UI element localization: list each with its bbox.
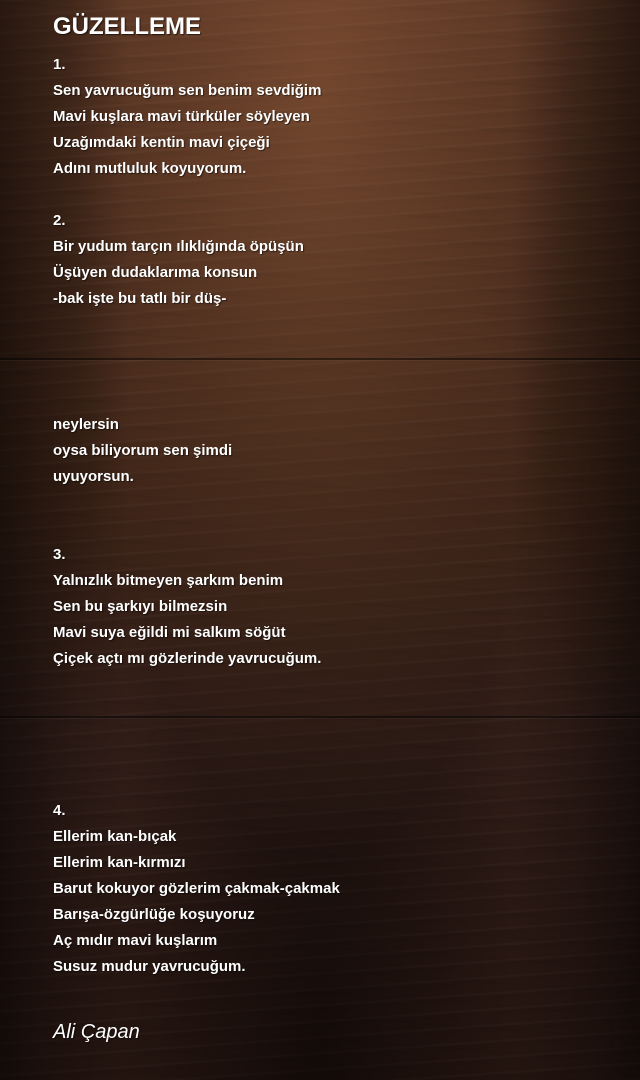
stanza-4-number: 4. [53, 802, 66, 819]
stanza-2-line: Üşüyen dudaklarıma konsun [53, 264, 258, 281]
stanza-1-line: Sen yavrucuğum sen benim sevdiğim [53, 82, 322, 99]
stanza-3-number: 3. [53, 546, 66, 563]
poem-title: GÜZELLEME [53, 13, 201, 40]
poem-author: Ali Çapan [53, 1021, 140, 1043]
stanza-4-line: Ellerim kan-bıçak [53, 828, 177, 845]
stanza-2-number: 2. [53, 212, 66, 229]
stanza-2-line: oysa biliyorum sen şimdi [53, 442, 233, 459]
stanza-3-line: Sen bu şarkıyı bilmezsin [53, 598, 228, 615]
plank-seam [0, 358, 640, 360]
stanza-3-line: Mavi suya eğildi mi salkım söğüt [53, 624, 286, 641]
stanza-1-line: Adını mutluluk koyuyorum. [53, 160, 247, 177]
stanza-1-line: Mavi kuşlara mavi türküler söyleyen [53, 108, 310, 125]
stanza-2-line: neylersin [53, 416, 119, 433]
stanza-1-number: 1. [53, 56, 66, 73]
stanza-2-line: Bir yudum tarçın ılıklığında öpüşün [53, 238, 304, 255]
stanza-4-line: Barut kokuyor gözlerim çakmak-çakmak [53, 880, 340, 897]
stanza-3-line: Yalnızlık bitmeyen şarkım benim [53, 572, 284, 589]
stanza-4-line: Susuz mudur yavrucuğum. [53, 958, 246, 975]
stanza-3-line: Çiçek açtı mı gözlerinde yavrucuğum. [53, 650, 322, 667]
stanza-1-line: Uzağımdaki kentin mavi çiçeği [53, 134, 270, 151]
stanza-4-line: Aç mıdır mavi kuşlarım [53, 932, 218, 949]
stanza-2-line: uyuyorsun. [53, 468, 134, 485]
stanza-4-line: Ellerim kan-kırmızı [53, 854, 186, 871]
stanza-2-line: -bak işte bu tatlı bir düş- [53, 290, 227, 307]
stanza-4-line: Barışa-özgürlüğe koşuyoruz [53, 906, 255, 923]
plank-seam [0, 716, 640, 718]
